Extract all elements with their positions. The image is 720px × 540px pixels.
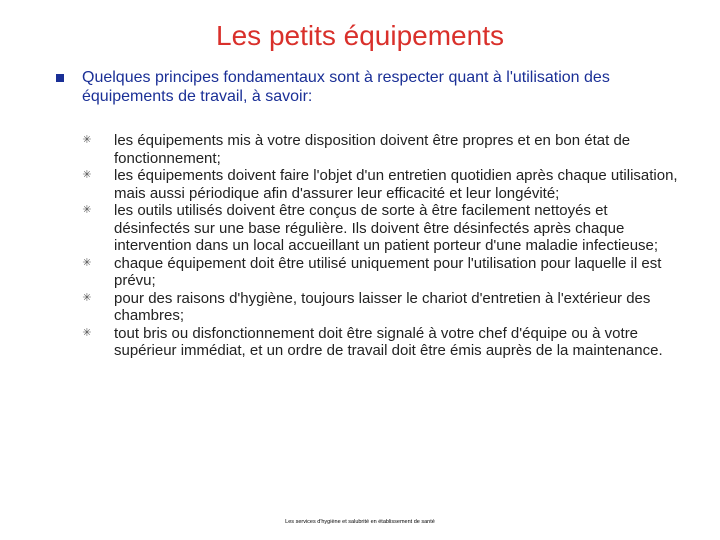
list-item-text: les équipements doivent faire l'objet d'un entretien quotidien après chaque utilisation, mais aussi périodique afin d'assurer leur efficacité et leur longévité; [114,167,678,202]
page-title: Les petits équipements [216,20,504,51]
asterisk-bullet-icon: ✳ [82,169,92,181]
list-item [82,255,682,290]
list-item-text: chaque équipement doit être utilisé uniquement pour l'utilisation pour laquelle il est prévu; [114,254,662,289]
list-item [82,167,682,202]
square-bullet-icon [56,74,64,82]
list-item [82,290,682,325]
list-item-text: les équipements mis à votre disposition doivent être propres et en bon état de fonctionnement; [114,132,631,167]
list-item-text: les outils utilisés doivent être conçus de sorte à être facilement nettoyés et désinfectés sur une base régulière. Ils doivent être désinfectés après chaque intervention dans un local accueillant un patient porteur d'une maladie infectieuse; [114,202,659,254]
intro-text: Quelques principes fondamentaux sont à respecter quant à l'utilisation des équipements de travail, à savoir: [82,69,610,105]
asterisk-bullet-icon: ✳ [82,291,92,304]
list-item [82,132,682,167]
asterisk-bullet-icon: ✳ [82,134,92,146]
list-item-text: tout bris ou disfonctionnement doit être signalé à votre chef d'équipe ou à votre supérieur immédiat, et un ordre de travail doit être émis auprès de la maintenance. [114,324,663,359]
footer-text: Les services d'hygiène et salubrité en établissement de santé [285,519,435,525]
list-item-text: pour des raisons d'hygiène, toujours laisser le chariot d'entretien à l'extérieur des chambres; [114,289,651,324]
principles-list [82,132,682,360]
asterisk-bullet-icon: ✳ [82,256,92,269]
list-item [82,325,682,360]
asterisk-bullet-icon: ✳ [82,326,92,339]
list-item [82,202,682,255]
asterisk-bullet-icon: ✳ [82,204,92,216]
